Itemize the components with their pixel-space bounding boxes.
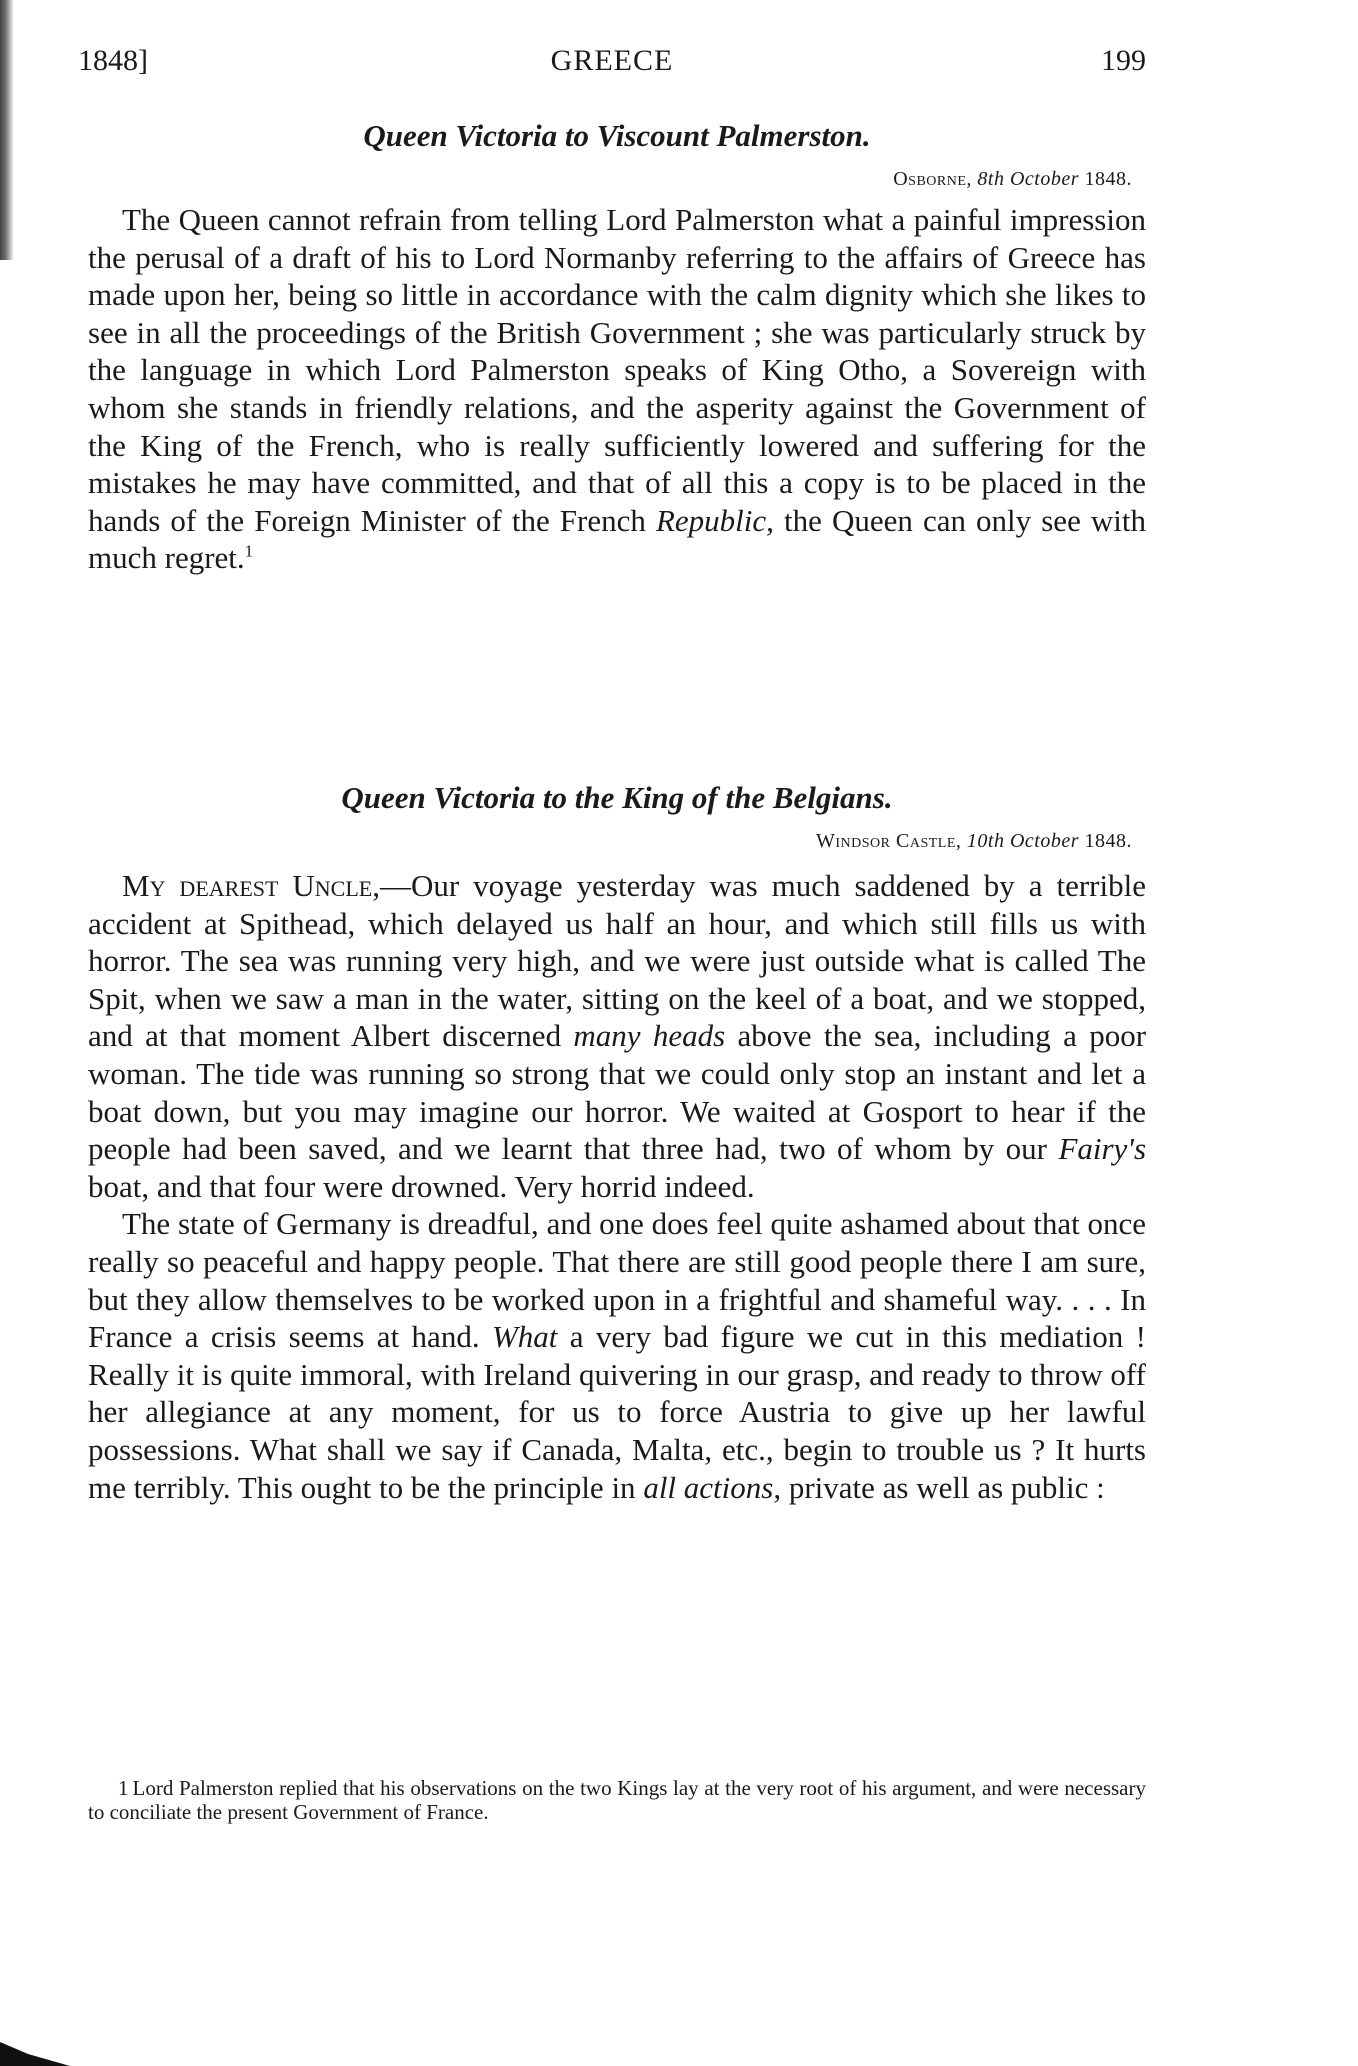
text-run: a very bad figure we cut in this mediation ! Really it is quite immoral, with Ireland quivering in our grasp, and ready to throw off her allegiance at any moment, for us to force Austria to give up her lawful possessions. What shall we say if Canada, Malta, etc., begin to trouble us ? It hurts me terribly. This ought to be the principle in <box>88 1319 1147 1505</box>
dateline-day: 8th October <box>977 168 1079 190</box>
paragraph <box>88 867 1146 1205</box>
page-number: 199 <box>1101 44 1146 77</box>
page-corner-shadow <box>0 2026 70 2066</box>
dateline-day: 10th October <box>966 830 1079 852</box>
italic-run: all actions, <box>643 1469 782 1505</box>
letter-dateline <box>88 168 1132 191</box>
salutation: My dearest Uncle, <box>122 868 380 903</box>
footnote <box>88 1776 1146 1824</box>
italic-run: What <box>491 1319 558 1355</box>
italic-run: many heads <box>573 1018 726 1054</box>
text-run: the Queen can only see with much regret. <box>88 502 1147 576</box>
text-run: boat, and that four were drowned. Very horrid indeed. <box>88 1168 755 1204</box>
letter-body <box>88 867 1146 1506</box>
text-run: The state of Germany is dreadful, and one does feel quite ashamed about that once really so peaceful and happy people. That there are still good people there I am sure, but they allow themselves to be worked upon in a frightful and shameful way. . . . In France a crisis seems at hand. <box>88 1206 1146 1355</box>
running-header <box>78 44 1146 84</box>
dateline-place: Osborne, <box>893 168 972 190</box>
text-run: —Our voyage yesterday was much saddened by a terrible accident at Spithead, which delayed us half an hour, and which still fills us with horror. The sea was running very high, and we were just outside what is called The Spit, when we saw a man in the water, sitting on the keel of a boat, and we stopped, and at that moment Albert discerned <box>88 868 1146 1054</box>
letter-body <box>88 201 1146 577</box>
footnote-mark: 1 <box>118 1776 129 1800</box>
letter-palmerston <box>88 118 1146 577</box>
text-run: The Queen cannot refrain from telling Lord Palmerston what a painful impression the perusal of a draft of his to Lord Normanby referring to the affairs of Greece has made upon her, being so little in accordance with the calm dignity which she likes to see in all the proceedings of the British Government ; she was particularly struck by the language in which Lord Palmerston speaks of King Otho, a Sovereign with whom she stands in friendly relations, and the asperity against the Government of the King of the French, who is really sufficiently lowered and suffering for the mistakes he may have committed, and that of all this a copy is to be placed in the hands of the Foreign Minister of the French <box>88 202 1146 538</box>
page-binding-shadow <box>0 0 14 260</box>
letter-king-belgians <box>88 780 1146 1506</box>
paragraph <box>88 1205 1146 1506</box>
italic-run: Fairy's <box>1058 1131 1147 1167</box>
header-year: 1848] <box>78 44 148 77</box>
letter-dateline <box>88 830 1132 853</box>
letter-title: Queen Victoria to the King of the Belgians. <box>341 780 893 815</box>
text-run: private as well as public : <box>788 1469 1105 1505</box>
paragraph <box>88 201 1146 577</box>
footnote-reference: 1 <box>244 542 254 562</box>
text-run: above the sea, including a poor woman. The tide was running so strong that we could only stop an instant and let a boat down, but you may imagine our horror. We waited at Gosport to hear if the people had been saved, and we learnt that three had, two of whom by our <box>88 1018 1147 1167</box>
header-title: GREECE <box>550 44 674 77</box>
footnote-text: Lord Palmerston replied that his observations on the two Kings lay at the very root of his argument, and were necessary to conciliate the present Government of France. <box>88 1776 1146 1824</box>
dateline-year: 1848. <box>1084 168 1132 190</box>
italic-run: Republic, <box>655 502 774 538</box>
letter-title: Queen Victoria to Viscount Palmerston. <box>363 118 871 153</box>
dateline-place: Windsor Castle, <box>816 830 962 852</box>
dateline-year: 1848. <box>1084 830 1132 852</box>
